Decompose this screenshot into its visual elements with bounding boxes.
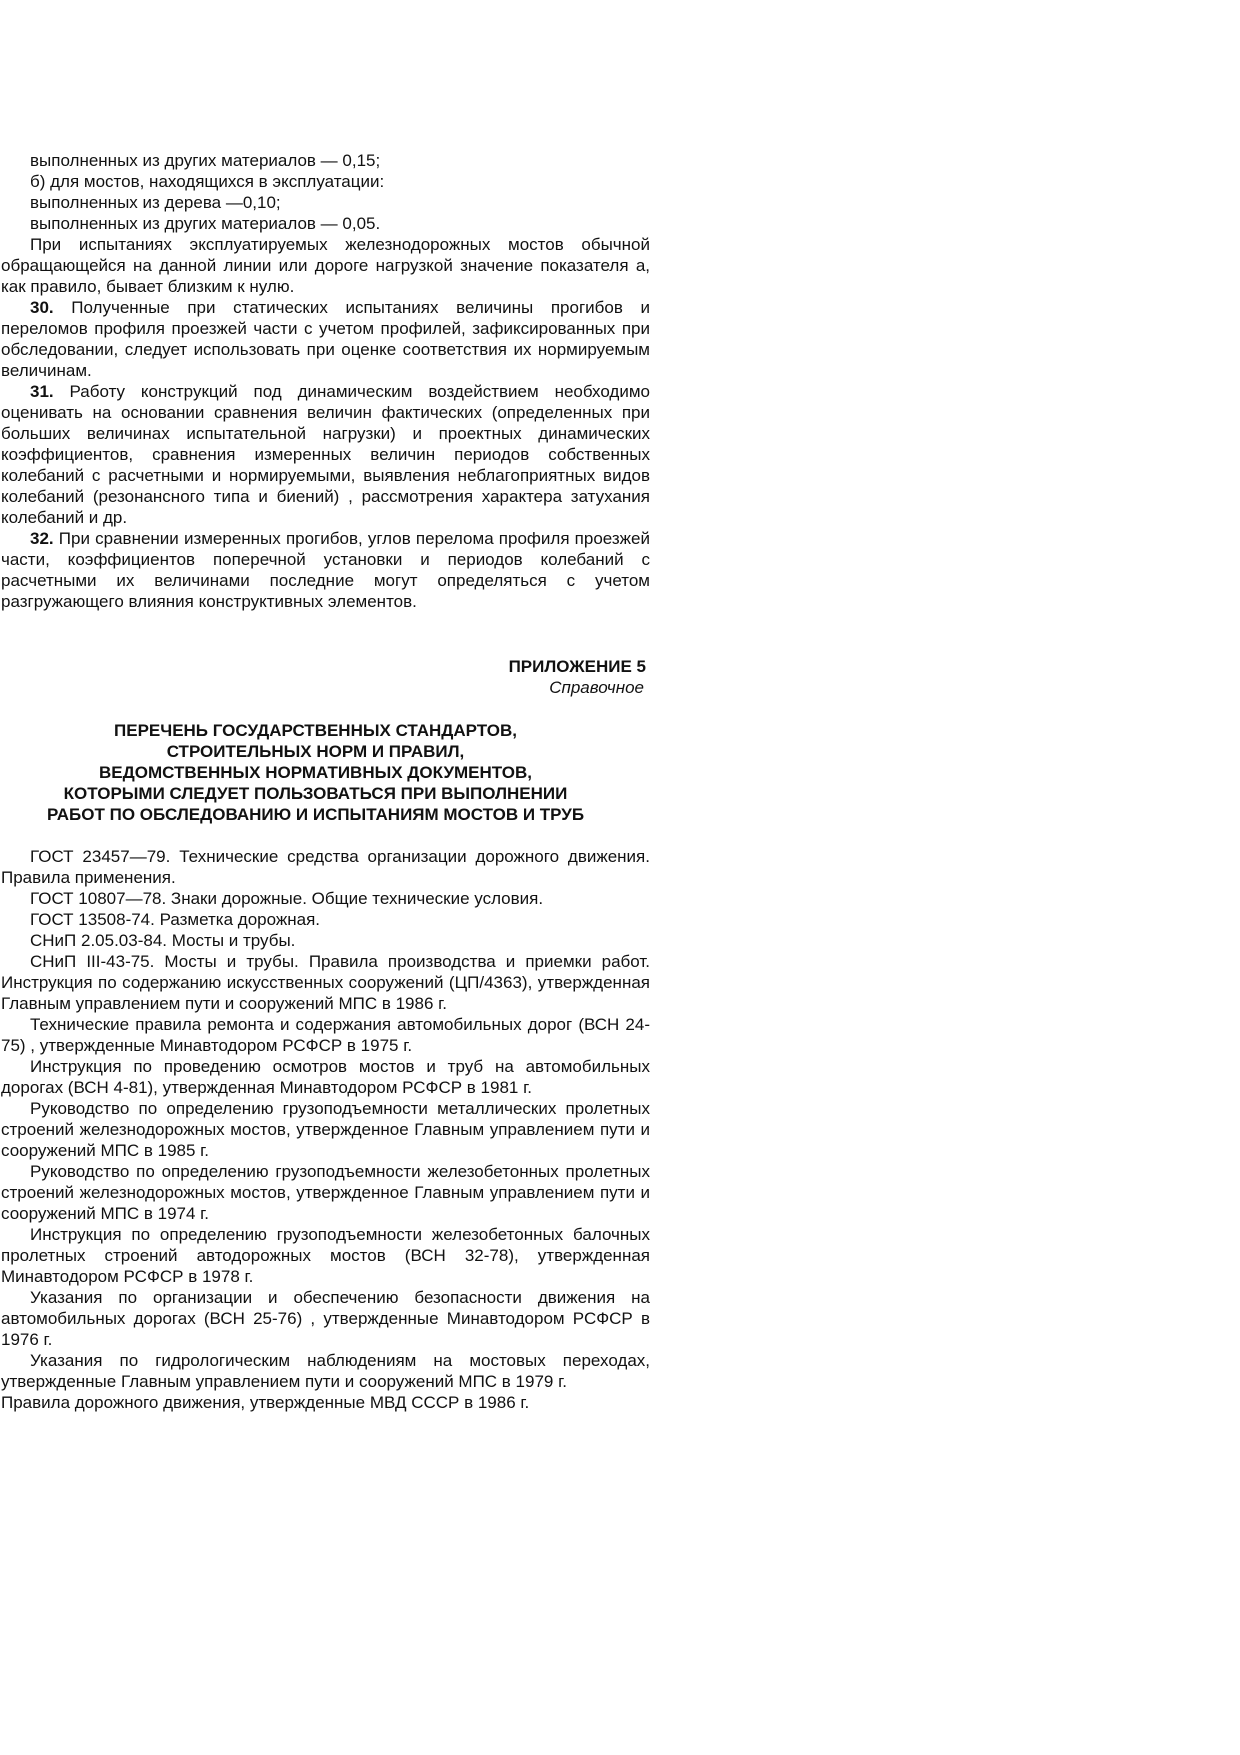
item-number: 32. [30,529,54,548]
reference-item-last: Правила дорожного движения, утвержденные МВД СССР в 1986 г. [1,1393,530,1412]
reference-item: Указания по организации и обеспечению безопасности движения на автомобильных дорогах (ВСН 25-76) , утвержденные Минавтодором РСФСР в 1976 г. [1,1288,650,1349]
section-top [1,150,650,612]
heading-line: ПЕРЕЧЕНЬ ГОСУДАРСТВЕННЫХ СТАНДАРТОВ, [114,721,517,740]
appendix-heading [1,720,650,825]
paragraph-31: 31. Работу конструкций под динамическим воздействием необходимо оценивать на основании сравнения величин фактических (определенных при больших величинах испытательной нагрузки) и проектных динамических коэффициентов, сравнения измеренных величин периодов собственных колебаний с расчетными и нормируемыми, выявления неблагоприятных видов колебаний (резонансного типа и биений) , рассмотрения характера затухания колебаний и др. [1,382,650,527]
reference-item: ГОСТ 23457—79. Технические средства организации дорожного движения. Правила применения. [1,847,650,887]
appendix-title: ПРИЛОЖЕНИЕ 5 [508,657,646,676]
reference-item: СНиП 2.05.03-84. Мосты и трубы. [30,931,296,950]
item-number: 30. [30,298,54,317]
reference-item: Технические правила ремонта и содержания автомобильных дорог (ВСН 24-75) , утвержденные Минавтодором РСФСР в 1975 г. [1,1015,650,1055]
item-number: 31. [30,382,54,401]
reference-item: ГОСТ 13508-74. Разметка дорожная. [30,910,321,929]
paragraph: выполненных из дерева —0,10; [30,193,281,212]
reference-item: Инструкция по проведению осмотров мостов и труб на автомобильных дорогах (ВСН 4-81), утвержденная Минавтодором РСФСР в 1981 г. [1,1057,650,1097]
paragraph: б) для мостов, находящихся в эксплуатации: [30,172,385,191]
reference-item: СНиП III-43-75. Мосты и трубы. Правила производства и приемки работ. Инструкция по содержанию искусственных сооружений (ЦП/4363), утвержденная Главным управлением пути и сооружений МПС в 1986 г. [1,952,650,1013]
heading-line: КОТОРЫМИ СЛЕДУЕТ ПОЛЬЗОВАТЬСЯ ПРИ ВЫПОЛНЕНИИ [63,784,568,803]
reference-item: ГОСТ 10807—78. Знаки дорожные. Общие технические условия. [30,889,544,908]
reference-item: Инструкция по определению грузоподъемности железобетонных балочных пролетных строений автодорожных мостов (ВСН 32-78), утвержденная Минавтодором РСФСР в 1978 г. [1,1225,650,1286]
paragraph-30: 30. Полученные при статических испытаниях величины прогибов и переломов профиля проезжей части с учетом профилей, зафиксированных при обследовании, следует использовать при оценке соответствия их нормируемым величинам. [1,298,650,380]
paragraph-32: 32. При сравнении измеренных прогибов, углов перелома профиля проезжей части, коэффициентов поперечной установки и периодов колебаний с расчетными их величинами последние могут определяться с учетом разгружающего влияния конструктивных элементов. [1,529,650,611]
appendix-header [1,656,650,825]
heading-line: ВЕДОМСТВЕННЫХ НОРМАТИВНЫХ ДОКУМЕНТОВ, [99,763,532,782]
paragraph: выполненных из других материалов — 0,15; [30,151,381,170]
paragraph: выполненных из других материалов — 0,05. [30,214,381,233]
reference-list [1,846,650,1413]
reference-item: Руководство по определению грузоподъемности металлических пролетных строений железнодорожных мостов, утвержденное Главным управлением пути и сооружений МПС в 1985 г. [1,1099,650,1160]
reference-item: Руководство по определению грузоподъемности железобетонных пролетных строений железнодорожных мостов, утвержденное Главным управлением пути и сооружений МПС в 1974 г. [1,1162,650,1223]
heading-line: СТРОИТЕЛЬНЫХ НОРМ И ПРАВИЛ, [166,742,465,761]
appendix-subtitle: Справочное [549,678,644,697]
heading-line: РАБОТ ПО ОБСЛЕДОВАНИЮ И ИСПЫТАНИЯМ МОСТОВ И ТРУБ [46,805,585,824]
reference-item: Указания по гидрологическим наблюдениям на мостовых переходах, утвержденные Главным управлением пути и сооружений МПС в 1979 г. [1,1351,650,1391]
paragraph: При испытаниях эксплуатируемых железнодорожных мостов обычной обращающейся на данной линии или дороге нагрузкой значение показателя а, как правило, бывает близким к нулю. [1,235,650,296]
